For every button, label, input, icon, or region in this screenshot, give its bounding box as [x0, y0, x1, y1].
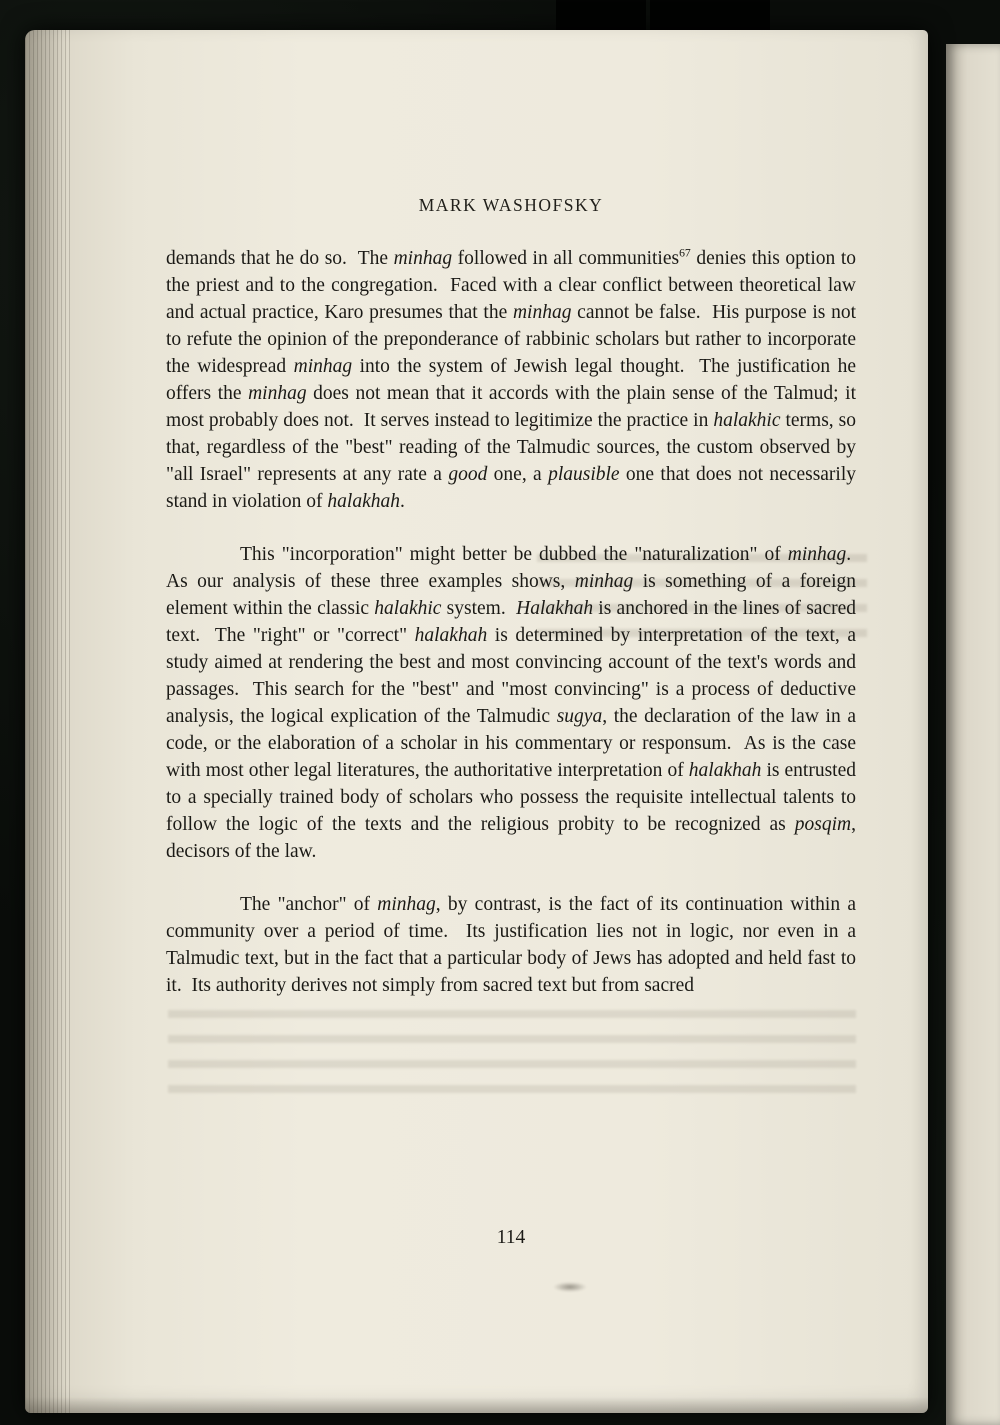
text-run: denies this option to the priest and to the congregation. Faced with a clear conflict between theoretical law and actual practice, Karo presumes that the — [166, 248, 856, 323]
italic-term: halakhah — [688, 760, 762, 781]
text-run: is determined by interpretation of the text, a study aimed at rendering the best and most convincing account of the text's words and passages. This search for the "best" and "most convincing" is a process of deductive analysis, the logical explication of the Talmudic — [166, 625, 856, 727]
paragraph — [166, 541, 856, 865]
italic-term: minhag — [512, 302, 572, 323]
text-run: is anchored in the lines of sacred text. The "right" or "correct" — [166, 598, 857, 646]
page-text — [166, 245, 856, 999]
running-head: MARK WASHOFSKY — [418, 195, 604, 215]
text-run: one that does not necessarily stand in violation of — [166, 464, 857, 512]
text-run: does not mean that it accords with the plain sense of the Talmud; it most probably does not. It serves instead to legitimize the practice in — [166, 383, 856, 431]
italic-term: halakhah — [327, 491, 400, 512]
italic-term: good — [448, 464, 488, 485]
italic-term: sugya — [556, 706, 603, 727]
text-run: , the declaration of the law in a code, or the elaboration of a scholar in his commentary or responsum. As is the case with most other legal literatures, the authoritative interpretation of — [166, 706, 856, 781]
adjacent-page-edge — [946, 44, 1000, 1425]
text-run: one, a — [487, 464, 549, 485]
paragraph — [166, 891, 856, 999]
text-run: demands that he do so. The — [166, 248, 394, 269]
italic-term: plausible — [548, 464, 620, 485]
italic-term: halakhah — [414, 625, 488, 646]
page-content — [166, 30, 856, 1413]
italic-term: minhag — [574, 571, 634, 592]
text-run: is something of a foreign element within the classic — [166, 571, 856, 619]
text-run: , by contrast, is the fact of its continuation within a community over a period of time. Its justification lies not in logic, nor even in a Talmudic text, but in the fact that a particular body of Jews has adopted and held fast to it. Its authority derives not simply from sacred text but from sacred — [166, 894, 856, 996]
text-run: cannot be false. His purpose is not to refute the opinion of the preponderance of rabbinic scholars but rather to incorporate the widespread — [166, 302, 856, 377]
book-page — [25, 30, 928, 1413]
text-run: system. — [441, 598, 517, 619]
text-run: . As our analysis of these three examples shows, — [166, 544, 856, 592]
text-run: is entrusted to a specially trained body of scholars who possess the requisite intellectual talents to follow the logic of the texts and the religious probity to be recognized as — [166, 760, 857, 835]
italic-term: halakhic — [713, 410, 781, 431]
italic-term: minhag — [393, 248, 453, 269]
text-run: into the system of Jewish legal thought. The justification he offers the — [166, 356, 857, 404]
text-run: , decisors of the law. — [166, 814, 856, 862]
text-run: The "anchor" of — [240, 894, 378, 915]
italic-term: minhag — [787, 544, 847, 565]
text-run: This "incorporation" might better be dubbed the "naturalization" of — [240, 544, 788, 565]
italic-term: posqim — [794, 814, 852, 835]
italic-term: minhag — [248, 383, 307, 404]
italic-term: halakhic — [374, 598, 442, 619]
paragraph — [166, 245, 856, 515]
text-run: terms, so that, regardless of the "best" reading of the Talmudic sources, the custom observed by "all Israel" represents at any rate a — [166, 410, 856, 485]
text-run: followed in all communities — [452, 248, 680, 269]
footnote-marker: 67 — [679, 246, 691, 260]
page-stack-edge — [25, 30, 71, 1413]
text-run: . — [399, 491, 405, 512]
italic-term: minhag — [293, 356, 353, 377]
page-number: 114 — [496, 1227, 526, 1248]
italic-term: Halakhah — [516, 598, 594, 619]
italic-term: minhag — [377, 894, 436, 915]
